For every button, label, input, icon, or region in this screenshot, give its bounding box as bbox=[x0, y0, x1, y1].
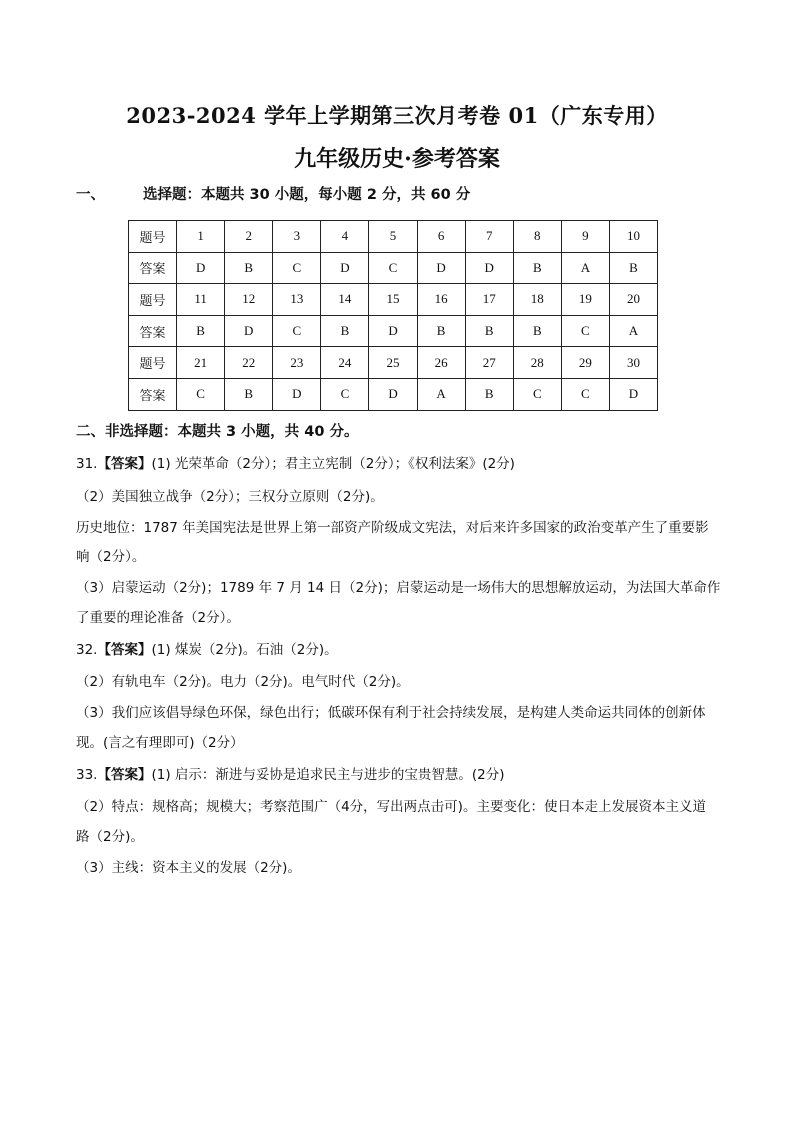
table-cell: 26 bbox=[417, 347, 465, 379]
table-cell: 13 bbox=[273, 284, 321, 316]
table-cell: 27 bbox=[465, 347, 513, 379]
table-row-header-cell: 题号 bbox=[129, 347, 177, 379]
q31-part-4a: （3）启蒙运动（2分)；1789 年 7 月 14 日（2分)；启蒙运动是一场伟大的思想解放运动，为法国大革命作 bbox=[76, 580, 721, 596]
table-cell: B bbox=[417, 315, 465, 347]
table-cell: 14 bbox=[321, 284, 369, 316]
q32-part-1: (1) 煤炭（2分)。石油（2分)。 bbox=[151, 642, 338, 658]
table-cell: B bbox=[513, 315, 561, 347]
table-cell: 9 bbox=[561, 221, 609, 253]
q33-line-1 bbox=[76, 763, 505, 783]
document-subtitle: 九年级历史·参考答案 bbox=[294, 146, 500, 172]
q32-part-3a: （3）我们应该倡导绿色环保，绿色出行；低碳环保有利于社会持续发展，是构建人类命运共同体的创新体 bbox=[76, 705, 706, 721]
table-cell: 2 bbox=[225, 221, 273, 253]
table-cell: 15 bbox=[369, 284, 417, 316]
table-cell: 3 bbox=[273, 221, 321, 253]
section-one-text: 选择题：本题共 30 小题，每小题 2 分，共 60 分 bbox=[143, 187, 471, 203]
table-cell: C bbox=[273, 315, 321, 347]
table-cell: 8 bbox=[513, 221, 561, 253]
q31-part-1: (1) 光荣革命（2分）；君主立宪制（2分）；《权利法案》(2分) bbox=[151, 456, 515, 472]
table-cell: 25 bbox=[369, 347, 417, 379]
q33-part-3: （3）主线：资本主义的发展（2分)。 bbox=[76, 860, 301, 876]
table-row-header-cell: 答案 bbox=[129, 252, 177, 284]
table-cell: D bbox=[369, 378, 417, 410]
table-cell: 11 bbox=[177, 284, 225, 316]
q31-answer-tag: 【答案】 bbox=[97, 456, 152, 472]
table-row bbox=[129, 315, 658, 347]
table-cell: D bbox=[321, 252, 369, 284]
table-cell: 12 bbox=[225, 284, 273, 316]
table-row-header-cell: 题号 bbox=[129, 221, 177, 253]
table-cell: A bbox=[609, 315, 657, 347]
q33-part-2a: （2）特点：规格高；规模大；考察范围广（4分，写出两点击可)。主要变化：使日本走上发展资本主义道 bbox=[76, 799, 706, 815]
section-one-number: 一、 bbox=[76, 187, 105, 203]
table-cell: B bbox=[465, 315, 513, 347]
table-cell: 23 bbox=[273, 347, 321, 379]
table-cell: C bbox=[321, 378, 369, 410]
table-cell: D bbox=[417, 252, 465, 284]
section-two-heading: 二、非选择题：本题共 3 小题，共 40 分。 bbox=[76, 424, 359, 440]
q31-line-1 bbox=[76, 452, 515, 472]
q32-line-1 bbox=[76, 638, 338, 658]
q33-number: 33. bbox=[76, 767, 98, 783]
table-cell: 19 bbox=[561, 284, 609, 316]
table-cell: A bbox=[561, 252, 609, 284]
table-cell: B bbox=[513, 252, 561, 284]
table-cell: D bbox=[273, 378, 321, 410]
table-cell: 20 bbox=[609, 284, 657, 316]
table-cell: 30 bbox=[609, 347, 657, 379]
table-cell: 7 bbox=[465, 221, 513, 253]
table-cell: 21 bbox=[177, 347, 225, 379]
table-cell: 16 bbox=[417, 284, 465, 316]
table-cell: C bbox=[513, 378, 561, 410]
q31-part-3a: 历史地位：1787 年美国宪法是世界上第一部资产阶级成文宪法，对后来许多国家的政治变革产生了重要影 bbox=[76, 520, 709, 536]
table-cell: B bbox=[225, 252, 273, 284]
table-cell: 18 bbox=[513, 284, 561, 316]
table-row-header-cell: 题号 bbox=[129, 284, 177, 316]
table-cell: 5 bbox=[369, 221, 417, 253]
table-cell: 4 bbox=[321, 221, 369, 253]
q32-number: 32. bbox=[76, 642, 98, 658]
q31-part-2: （2）美国独立战争（2分）；三权分立原则（2分)。 bbox=[76, 489, 384, 505]
table-cell: 22 bbox=[225, 347, 273, 379]
table-cell: C bbox=[177, 378, 225, 410]
table-cell: 10 bbox=[609, 221, 657, 253]
table-row-header-cell: 答案 bbox=[129, 315, 177, 347]
table-cell: B bbox=[225, 378, 273, 410]
q33-answer-tag: 【答案】 bbox=[97, 767, 152, 783]
answer-table bbox=[128, 220, 658, 411]
table-cell: D bbox=[609, 378, 657, 410]
table-cell: C bbox=[561, 315, 609, 347]
q33-part-2b: 路（2分)。 bbox=[76, 829, 144, 845]
table-cell: 29 bbox=[561, 347, 609, 379]
document-title: 2023-2024 学年上学期第三次月考卷 01（广东专用） bbox=[126, 103, 668, 128]
table-row bbox=[129, 378, 658, 410]
section-one-heading bbox=[76, 183, 470, 204]
table-cell: 28 bbox=[513, 347, 561, 379]
table-cell: D bbox=[369, 315, 417, 347]
table-cell: B bbox=[177, 315, 225, 347]
q31-part-4b: 了重要的理论准备（2分）。 bbox=[76, 610, 240, 626]
q31-number: 31. bbox=[76, 456, 98, 472]
table-cell: B bbox=[609, 252, 657, 284]
q32-part-3b: 现。(言之有理即可)（2分） bbox=[76, 735, 244, 751]
q33-part-1: (1) 启示：渐进与妥协是追求民主与进步的宝贵智慧。(2分) bbox=[151, 767, 505, 783]
table-row bbox=[129, 284, 658, 316]
table-cell: B bbox=[465, 378, 513, 410]
table-cell: D bbox=[465, 252, 513, 284]
table-cell: 6 bbox=[417, 221, 465, 253]
table-cell: 17 bbox=[465, 284, 513, 316]
q31-part-3b: 响（2分）。 bbox=[76, 549, 146, 565]
table-row-header-cell: 答案 bbox=[129, 378, 177, 410]
table-cell: B bbox=[321, 315, 369, 347]
table-cell: 24 bbox=[321, 347, 369, 379]
table-cell: C bbox=[273, 252, 321, 284]
q32-answer-tag: 【答案】 bbox=[97, 642, 152, 658]
table-row bbox=[129, 221, 658, 253]
table-cell: A bbox=[417, 378, 465, 410]
table-cell: 1 bbox=[177, 221, 225, 253]
table-cell: C bbox=[369, 252, 417, 284]
table-row bbox=[129, 347, 658, 379]
q32-part-2: （2）有轨电车（2分)。电力（2分)。电气时代（2分)。 bbox=[76, 674, 410, 690]
table-cell: D bbox=[177, 252, 225, 284]
table-cell: C bbox=[561, 378, 609, 410]
table-row bbox=[129, 252, 658, 284]
table-cell: D bbox=[225, 315, 273, 347]
